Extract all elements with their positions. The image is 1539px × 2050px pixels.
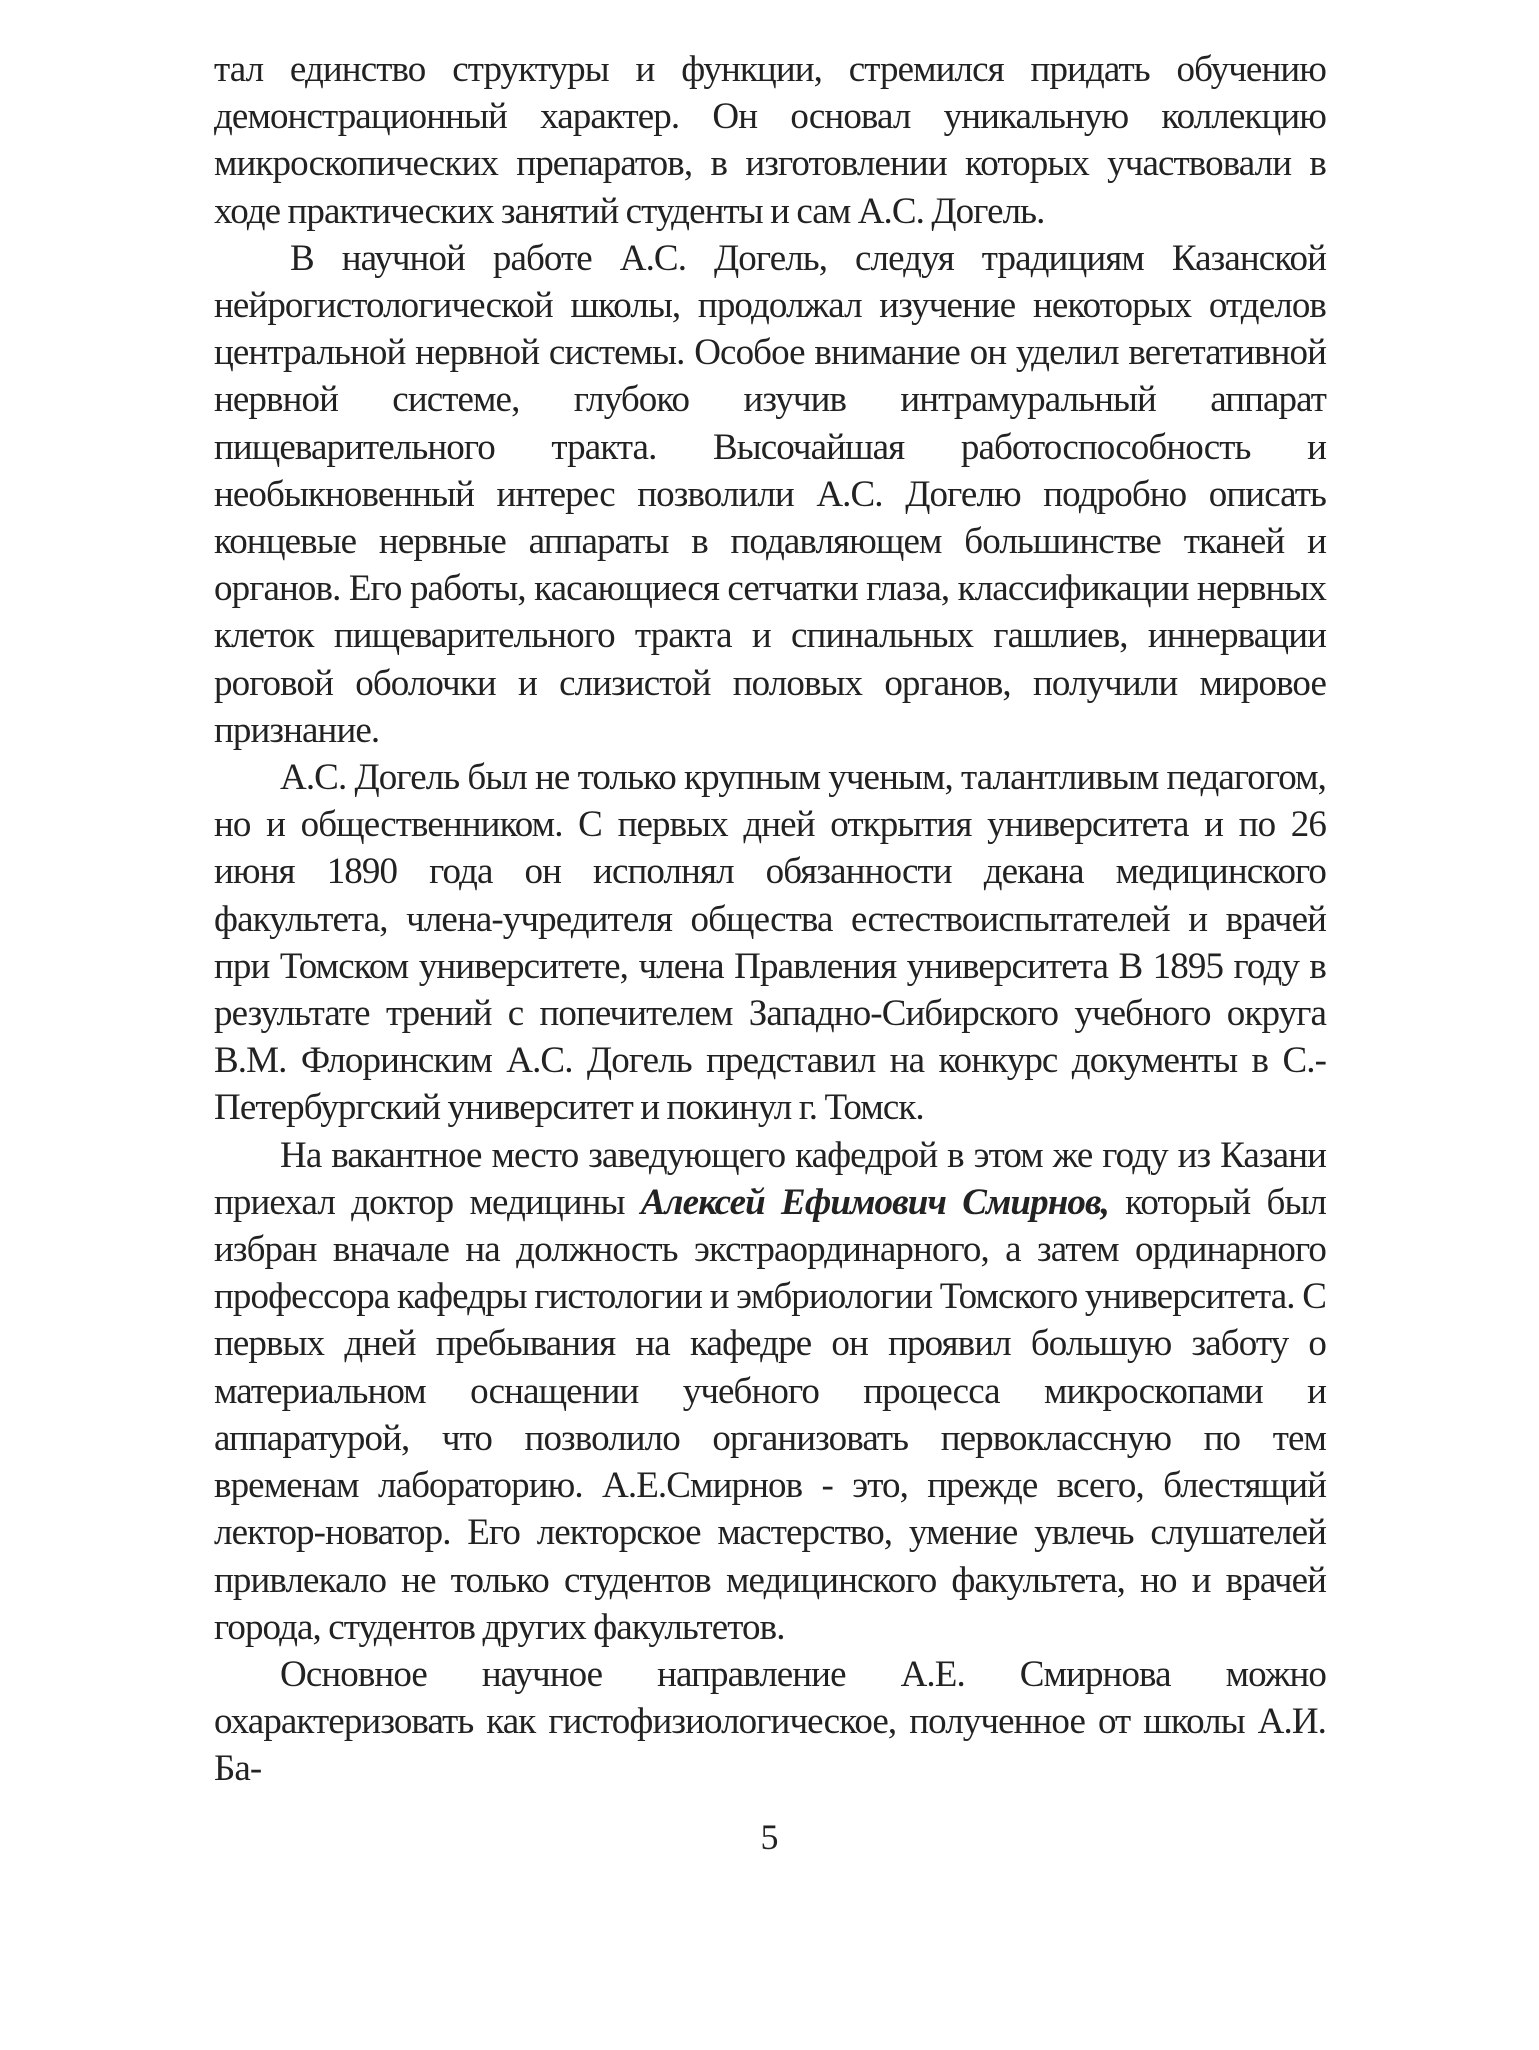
paragraph-smirnov-before: На вакантное место заведующего кафедрой в этом же году из Казани приехал доктор медицины [214,1134,1326,1223]
paragraph-smirnov-after: который был избран вначале на должность экстраординарного, а затем ординарного профессора кафедры гистологии и эмбриологии Томского университета. С первых дней пребывания на кафедре он проявил большую заботу о материальном оснащении учебного процесса микроскопами и аппаратурой, что позволило организовать первоклассную по тем временам лабораторию. А.Е.Смирнов - это, прежде всего, блестящий лектор-новатор. Его лекторское мастерство, умение увлечь слушателей привлекало не только студентов медицинского факультета, но и врачей города, студентов других факультетов. [214,1181,1326,1648]
paragraph-smirnov-research: Основное научное направление А.Е. Смирнова можно охарактеризовать как гистофизиологическое, полученное от школы А.И. Ба- [214,1653,1326,1790]
page-number: 5 [760,1817,779,1857]
body-text [214,46,1326,1793]
paragraph-continuation: тал единство структуры и функции, стремился придать обучению демонстрационный характер. Он основал уникальную коллекцию микроскопических препаратов, в изготовлении которых участвовали в ходе практических занятий студенты и сам А.С. Догель. [214,49,1326,232]
paragraph-smirnov-arrival [214,1132,1326,1651]
paragraph-dogel-research: В научной работе А.С. Догель, следуя традициям Казанской нейрогистологической школы, продолжал изучение некоторых отделов центральной нервной системы. Особое внимание он уделил вегетативной нервной системе, глубоко изучив интрамуральный аппарат пищеварительного тракта. Высочайшая работоспособность и необыкновенный интерес позволили А.С. Догелю подробно описать концевые нервные аппараты в подавляющем большинстве тканей и органов. Его работы, касающиеся сетчатки глаза, классификации нервных клеток пищеварительного тракта и спинальных гашлиев, иннервации роговой оболочки и слизистой половых органов, получили мировое признание. [214,237,1326,751]
paragraph-dogel-public-work: А.С. Догель был не только крупным ученым, талантливым педагогом, но и общественником. С первых дней открытия университета и по 26 июня 1890 года он исполнял обязанности декана медицинского факультета, члена-учредителя общества естествоиспытателей и врачей при Томском университете, члена Правления университета В 1895 году в результате трений с попечителем Западно-Сибирского учебного округа В.М. Флоринским А.С. Догель представил на конкурс документы в С.-Петербургский университет и покинул г. Томск. [214,757,1326,1129]
person-name-smirnov: Алексей Ефимович Смирнов, [640,1181,1109,1223]
